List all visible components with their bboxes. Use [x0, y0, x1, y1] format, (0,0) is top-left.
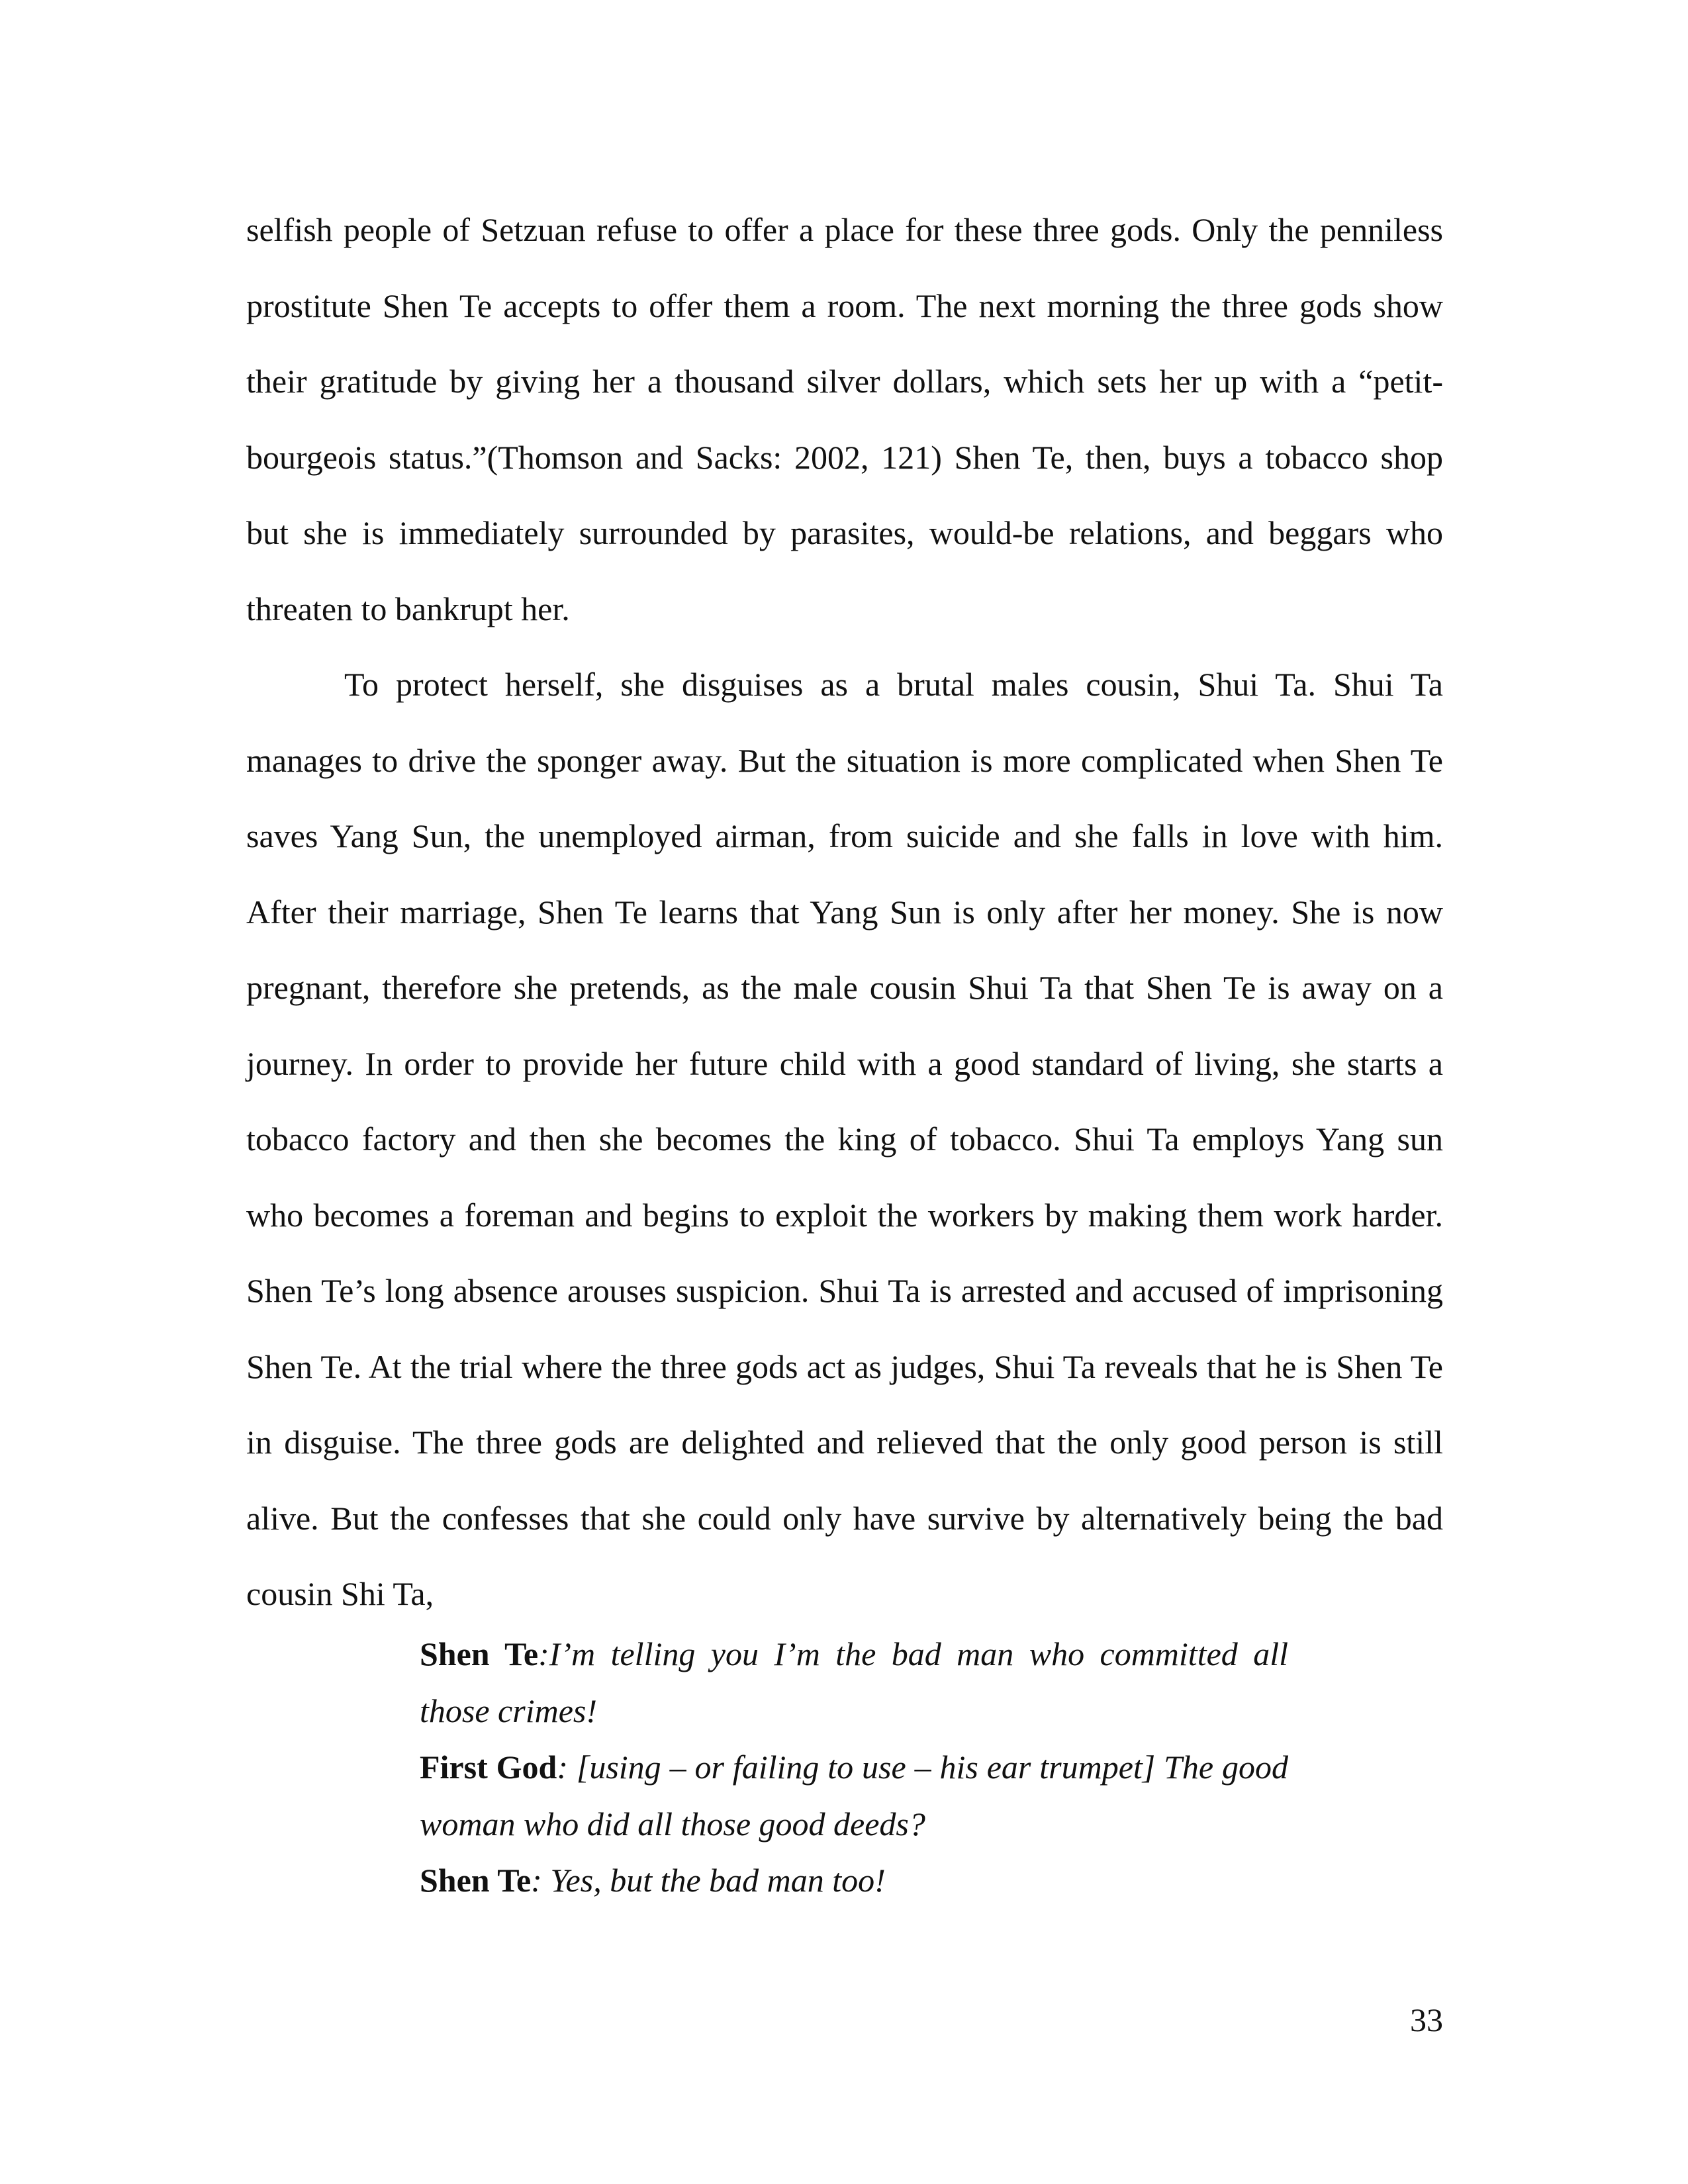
body-text — [246, 192, 1443, 1632]
dialogue-text: [using – or failing to use – his ear trumpet] The good woman who did all those good deeds? — [420, 1749, 1289, 1843]
dialogue-quote — [420, 1626, 1288, 1909]
page-number: 33 — [1410, 2001, 1443, 2038]
dialogue-line — [420, 1852, 1288, 1909]
dialogue-text: I’m telling you I’m the bad man who committed all those crimes! — [420, 1635, 1288, 1729]
speaker-separator: : — [531, 1862, 551, 1899]
speaker-separator: : — [538, 1635, 549, 1672]
speaker-name: Shen Te — [420, 1862, 532, 1899]
speaker-separator: : — [557, 1749, 577, 1786]
dialogue-text: Yes, but the bad man too! — [550, 1862, 886, 1899]
speaker-name: Shen Te — [420, 1635, 539, 1672]
speaker-name: First God — [420, 1749, 557, 1786]
dialogue-line — [420, 1626, 1288, 1739]
paragraph-1: selfish people of Setzuan refuse to offer a place for these three gods. Only the penniless prostitute Shen Te accepts to offer them a room. The next morning the three gods show their gratitude by giving her a thousand silver dollars, which sets her up with a “petit-bourgeois status.”(Thomson and Sacks: 2002, 121) Shen Te, then, buys a tobacco shop but she is immediately surrounded by parasites, would-be relations, and beggars who threaten to bankrupt her. — [246, 211, 1443, 627]
dialogue-line — [420, 1739, 1288, 1852]
paragraph-2: To protect herself, she disguises as a brutal males cousin, Shui Ta. Shui Ta manages to drive the sponger away. But the situation is more complicated when Shen Te saves Yang Sun, the unemployed airman, from suicide and she falls in love with him. After their marriage, Shen Te learns that Yang Sun is only after her money. She is now pregnant, therefore she pretends, as the male cousin Shui Ta that Shen Te is away on a journey. In order to provide her future child with a good standard of living, she starts a tobacco factory and then she becomes the king of tobacco. Shui Ta employs Yang sun who becomes a foreman and begins to exploit the workers by making them work harder. Shen Te’s long absence arouses suspicion. Shui Ta is arrested and accused of imprisoning Shen Te. At the trial where the three gods act as judges, Shui Ta reveals that he is Shen Te in disguise. The three gods are delighted and relieved that the only good person is still alive. But the confesses that she could only have survive by alternatively being the bad cousin Shi Ta, — [246, 666, 1443, 1612]
